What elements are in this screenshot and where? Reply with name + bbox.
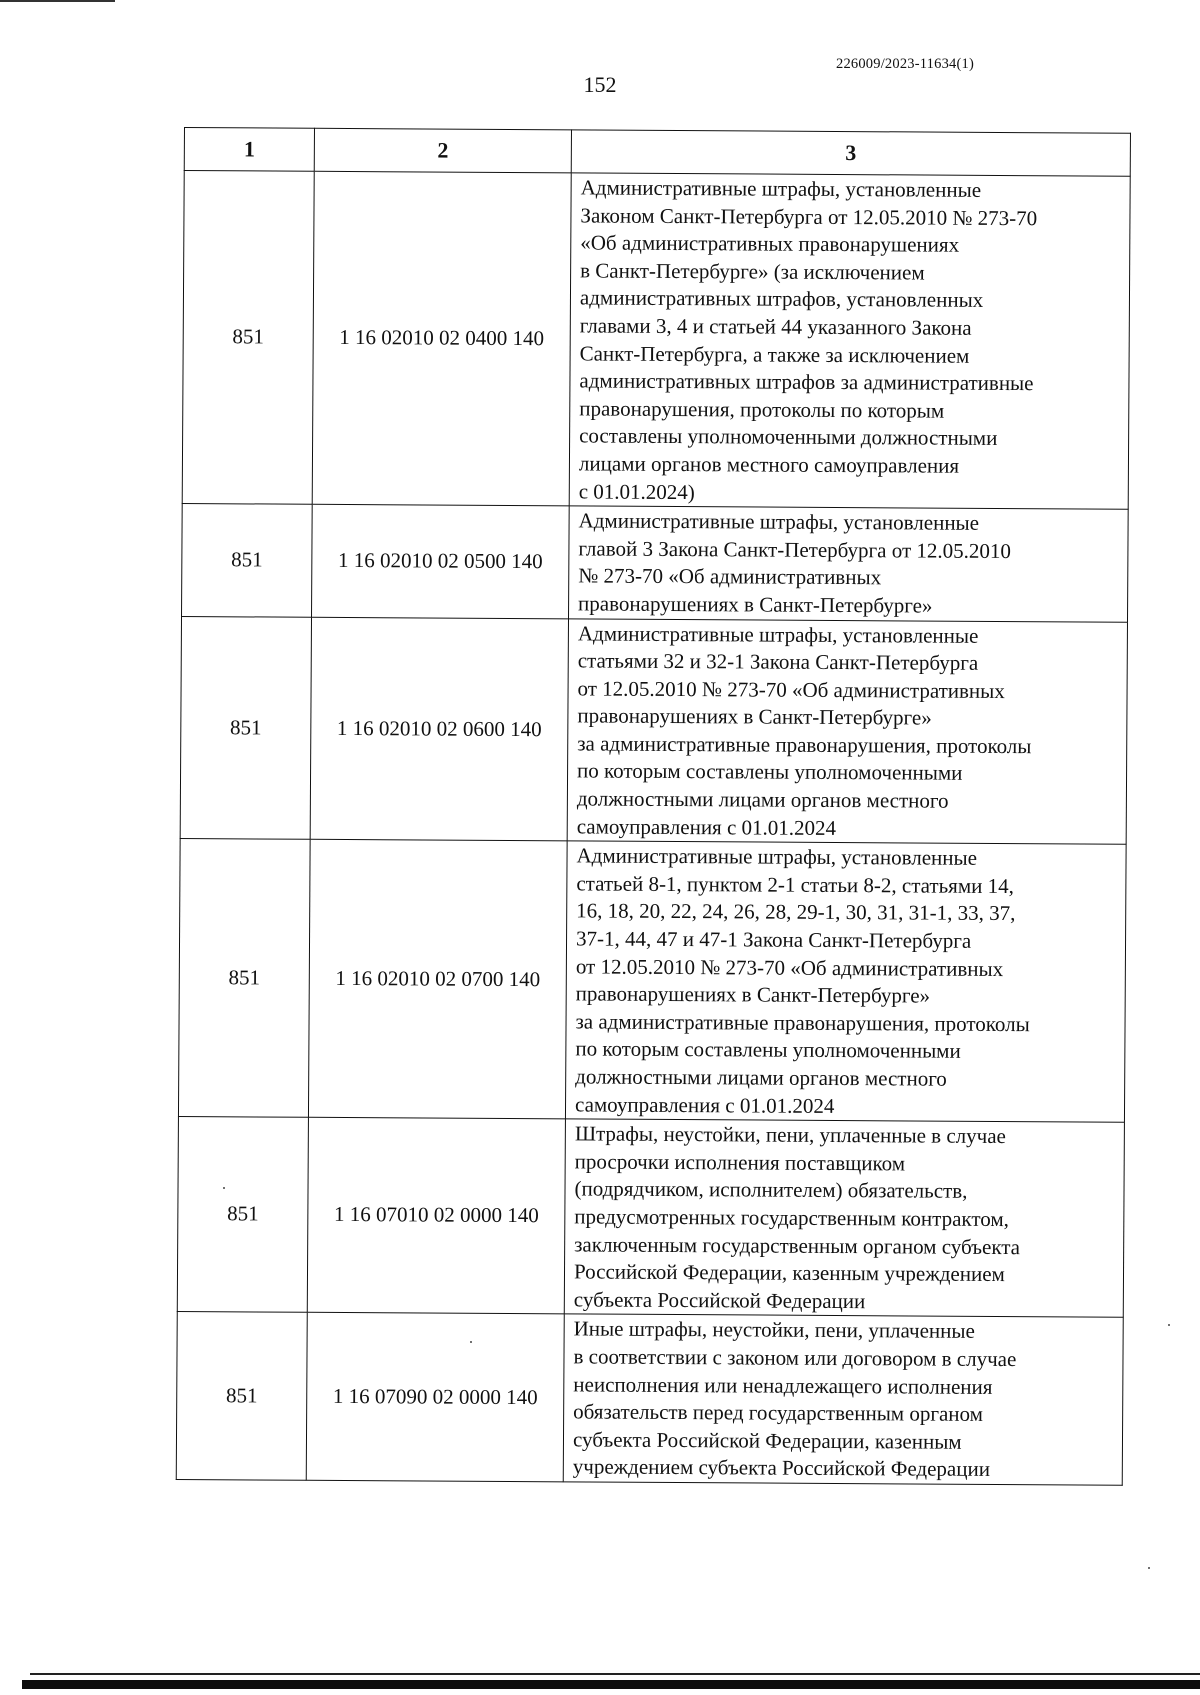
description-line: в Санкт-Петербурге» (за исключением	[580, 258, 925, 285]
budget-classification-code-cell: 1 16 02010 02 0400 140	[312, 171, 571, 506]
revenue-description-cell	[563, 1314, 1123, 1485]
description-line: Законом Санкт-Петербурга от 12.05.2010 № 273-70	[580, 203, 1038, 230]
description-line: правонарушения, протоколы по которым	[579, 396, 945, 423]
table-header-row	[184, 128, 1130, 177]
revenue-description-cell	[567, 618, 1127, 844]
budget-classification-code-cell: 1 16 02010 02 0500 140	[312, 504, 570, 618]
description-line: Штрафы, неустойки, пени, уплаченные в случае	[574, 1121, 1006, 1149]
description-line: субъекта Российской Федерации	[573, 1287, 866, 1313]
description-line: по которым составлены уполномоченными	[575, 1036, 961, 1064]
scan-edge-bottom-thin	[30, 1673, 1200, 1675]
description-line: № 273-70 «Об административных	[578, 563, 882, 590]
description-line: Административные штрафы, установленные	[577, 620, 979, 648]
description-line: административных штрафов, установленных	[579, 285, 984, 313]
description-line: 16, 18, 20, 22, 24, 26, 28, 29-1, 30, 31, 31-1, 33, 37,	[576, 898, 1016, 926]
description-line: Российской Федерации, казенным учреждением	[573, 1259, 1005, 1287]
administrator-code-cell: 851	[182, 504, 313, 617]
description-line: самоуправления с 01.01.2024	[574, 1092, 835, 1118]
description-line: правонарушениях в Санкт-Петербурге»	[578, 591, 933, 618]
description-line: от 12.05.2010 № 273-70 «Об административных	[575, 954, 1004, 981]
description-line: административных штрафов за административные	[579, 368, 1034, 396]
description-line: лицами органов местного самоуправления	[578, 451, 960, 478]
table-row	[182, 504, 1129, 622]
document-registration-number: 226009/2023-11634(1)	[836, 56, 974, 72]
budget-classification-code-cell: 1 16 02010 02 0700 140	[308, 840, 567, 1120]
description-line: главой 3 Закона Санкт-Петербурга от 12.05.2010	[578, 536, 1012, 563]
description-line: составлены уполномоченными должностными	[579, 423, 998, 451]
revenue-description-cell	[564, 1119, 1124, 1318]
scan-speck	[470, 1341, 472, 1343]
revenue-codes-table	[176, 127, 1131, 1486]
page-number: 152	[583, 72, 617, 97]
description-line: субъекта Российской Федерации, казенным	[572, 1427, 962, 1454]
table-row	[182, 171, 1130, 510]
description-line: главами 3, 4 и статьей 44 указанного Закона	[579, 313, 972, 340]
description-line: должностными лицами органов местного	[576, 786, 949, 813]
budget-classification-code-cell: 1 16 07010 02 0000 140	[307, 1117, 565, 1314]
scan-speck	[1168, 1324, 1170, 1326]
description-line: Санкт-Петербурга, а также за исключением	[579, 340, 970, 368]
scan-edge-top	[0, 0, 115, 2]
description-line: Административные штрафы, установленные	[578, 508, 980, 535]
scan-speck	[223, 1187, 225, 1189]
table-body	[176, 171, 1130, 1486]
budget-classification-code-cell: 1 16 02010 02 0600 140	[310, 617, 568, 841]
description-line: «Об административных правонарушениях	[580, 230, 960, 257]
administrator-code-cell: 851	[177, 1117, 308, 1313]
description-line: за административные правонарушения, протоколы	[575, 1009, 1030, 1036]
description-line: должностными лицами органов местного	[575, 1064, 947, 1091]
table-row	[178, 839, 1126, 1123]
revenue-description-cell	[565, 841, 1126, 1122]
description-line: обязательств перед государственным органом	[573, 1399, 984, 1427]
description-line: правонарушениях в Санкт-Петербурге»	[575, 981, 931, 1008]
description-line: Административные штрафы, установленные	[576, 843, 978, 871]
description-line: просрочки исполнения поставщиком	[574, 1149, 906, 1176]
description-line: статьями 32 и 32-1 Закона Санкт-Петербурга	[577, 648, 979, 675]
description-line: учреждением субъекта Российской Федерации	[572, 1454, 991, 1482]
scan-speck	[1148, 1567, 1150, 1569]
administrator-code-cell: 851	[180, 616, 311, 840]
administrator-code-cell: 851	[182, 171, 314, 505]
description-line: в соответствии с законом или договором в случае	[573, 1344, 1017, 1372]
description-line: за административные правонарушения, протоколы	[577, 731, 1032, 759]
scan-edge-bottom	[22, 1680, 1200, 1689]
table-row	[176, 1312, 1123, 1485]
description-line: по которым составлены уполномоченными	[577, 758, 963, 786]
column-header-2: 2	[314, 128, 571, 173]
column-header-1: 1	[184, 128, 314, 172]
description-line: самоуправления с 01.01.2024	[576, 814, 837, 840]
description-line: Иные штрафы, неустойки, пени, уплаченные	[573, 1316, 975, 1344]
revenue-codes-table-wrapper	[176, 127, 1130, 1486]
description-line: заключенным государственным органом субъекта	[574, 1231, 1021, 1259]
description-line: Административные штрафы, установленные	[580, 175, 982, 202]
table-row	[177, 1117, 1124, 1318]
description-line: с 01.01.2024)	[578, 478, 695, 504]
description-line: статьей 8-1, пунктом 2-1 статьи 8-2, статьями 14,	[576, 871, 1014, 898]
revenue-description-cell	[569, 506, 1129, 622]
description-line: предусмотренных государственным контрактом,	[574, 1204, 1009, 1232]
table-row	[180, 616, 1127, 845]
administrator-code-cell: 851	[176, 1312, 307, 1480]
description-line: 37-1, 44, 47 и 47-1 Закона Санкт-Петербурга	[575, 926, 972, 953]
revenue-description-cell	[569, 173, 1130, 510]
column-header-3: 3	[571, 130, 1130, 176]
administrator-code-cell: 851	[178, 839, 310, 1118]
budget-classification-code-cell: 1 16 07090 02 0000 140	[306, 1313, 564, 1482]
description-line: от 12.05.2010 № 273-70 «Об административных	[577, 676, 1005, 703]
description-line: правонарушениях в Санкт-Петербурге»	[577, 703, 932, 730]
description-line: (подрядчиком, исполнителем) обязательств,	[574, 1176, 968, 1204]
description-line: неисполнения или ненадлежащего исполнения	[573, 1371, 993, 1399]
